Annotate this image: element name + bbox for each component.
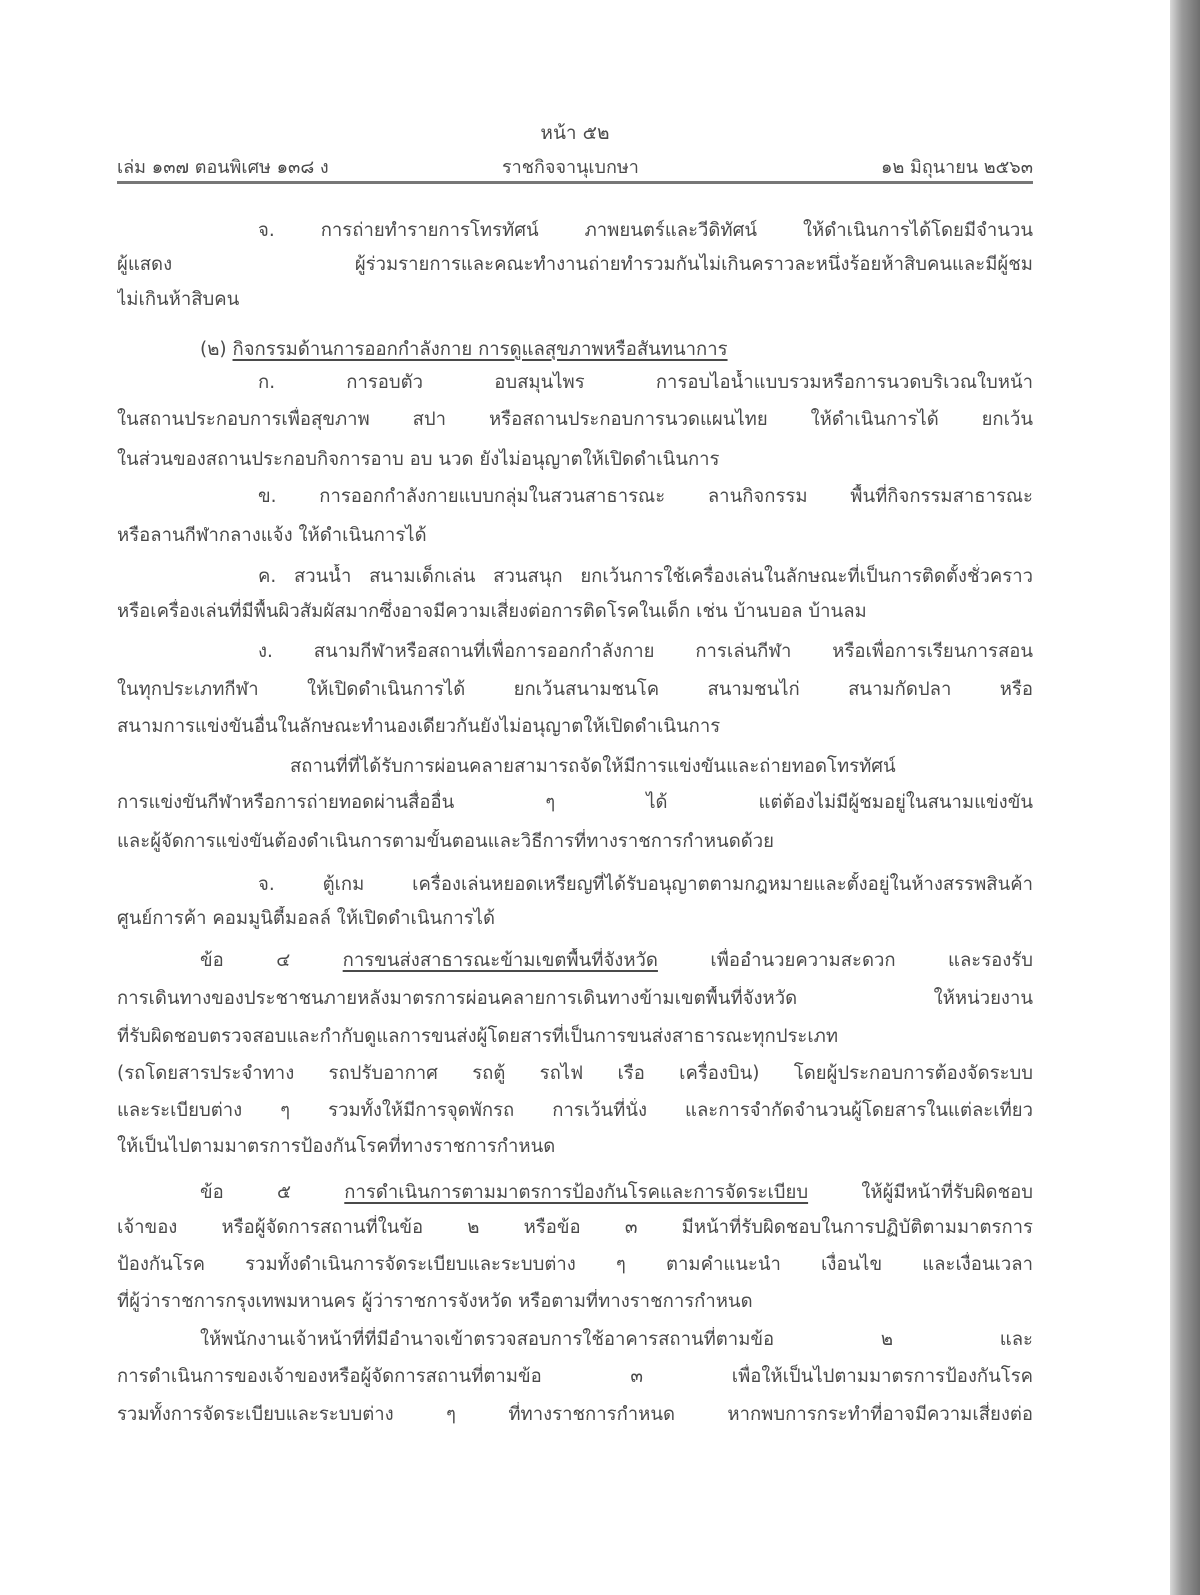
- text-line: สนามการแข่งขันอื่นในลักษณะทำนองเดียวกันยังไม่อนุญาตให้เปิดดำเนินการ: [117, 716, 721, 737]
- text-line: [200, 1180, 1033, 1206]
- text-line: จ. ตู้เกม เครื่องเล่นหยอดเหรียญที่ได้รับอนุญาตตามกฎหมายและตั้งอยู่ในห้างสรรพสินค้า: [258, 874, 1033, 895]
- page-number: หน้า ๕๒: [540, 122, 610, 144]
- text-line: ในทุกประเภทกีฬา ให้เปิดดำเนินการได้ ยกเว้นสนามชนโค สนามชนไก่ สนามกัดปลา หรือ: [117, 679, 1033, 700]
- publication-date: ๑๒ มิถุนายน ๒๕๖๓: [881, 157, 1033, 178]
- text-line: [200, 337, 1033, 363]
- line-suffix: เพื่ออำนวยความสะดวก และรองรับ: [657, 950, 1033, 971]
- line-prefix: ข้อ ๕: [200, 1182, 345, 1203]
- text-line: (รถโดยสารประจำทาง รถปรับอากาศ รถตู้ รถไฟ เรือ เครื่องบิน) โดยผู้ประกอบการต้องจัดระบบ: [117, 1063, 1033, 1084]
- text-line: การเดินทางของประชาชนภายหลังมาตรการผ่อนคลายการเดินทางข้ามเขตพื้นที่จังหวัด ให้หน่วยงาน: [117, 988, 1033, 1009]
- text-line: รวมทั้งการจัดระเบียบและระบบต่าง ๆ ที่ทางราชการกำหนด หากพบการกระทำที่อาจมีความเสี่ยงต่อ: [117, 1404, 1033, 1425]
- text-line: ก. การอบตัว อบสมุนไพร การอบไอน้ำแบบรวมหรือการนวดบริเวณใบหน้า: [258, 372, 1033, 393]
- text-line: ที่รับผิดชอบตรวจสอบและกำกับดูแลการขนส่งผู้โดยสารที่เป็นการขนส่งสาธารณะทุกประเภท: [117, 1026, 839, 1047]
- line-prefix: ข้อ ๔: [200, 950, 343, 971]
- line-prefix: (๒): [200, 339, 233, 360]
- text-line: ในสถานประกอบการเพื่อสุขภาพ สปา หรือสถานประกอบการนวดแผนไทย ให้ดำเนินการได้ ยกเว้น: [117, 409, 1033, 430]
- text-line: ป้องกันโรค รวมทั้งดำเนินการจัดระเบียบและระบบต่าง ๆ ตามคำแนะนำ เงื่อนไข และเงื่อนเวลา: [117, 1254, 1033, 1275]
- text-line: ค. สวนน้ำ สนามเด็กเล่น สวนสนุก ยกเว้นการใช้เครื่องเล่นในลักษณะที่เป็นการติดตั้งชั่วคราว: [258, 566, 1033, 587]
- text-line: ให้พนักงานเจ้าหน้าที่ที่มีอำนาจเข้าตรวจสอบการใช้อาคารสถานที่ตามข้อ ๒ และ: [200, 1329, 1033, 1350]
- line-suffix: ให้ผู้มีหน้าที่รับผิดชอบ: [808, 1182, 1033, 1203]
- text-line: หรือเครื่องเล่นที่มีพื้นผิวสัมผัสมากซึ่งอาจมีความเสี่ยงต่อการติดโรคในเด็ก เช่น บ้านบอล บ้านลม: [117, 601, 867, 622]
- header-rule: [117, 181, 1033, 184]
- text-line: และผู้จัดการแข่งขันต้องดำเนินการตามขั้นตอนและวิธีการที่ทางราชการกำหนดด้วย: [117, 831, 774, 852]
- underlined-heading: กิจกรรมด้านการออกกำลังกาย การดูแลสุขภาพหรือสันทนาการ: [232, 339, 728, 360]
- volume-issue: เล่ม ๑๓๗ ตอนพิเศษ ๑๓๘ ง: [117, 157, 329, 178]
- text-line: ง. สนามกีฬาหรือสถานที่เพื่อการออกกำลังกาย การเล่นกีฬา หรือเพื่อการเรียนการสอน: [258, 641, 1033, 662]
- text-line: ศูนย์การค้า คอมมูนิตี้มอลล์ ให้เปิดดำเนินการได้: [117, 908, 495, 929]
- text-line: ไม่เกินห้าสิบคน: [117, 289, 240, 310]
- text-line: จ. การถ่ายทำรายการโทรทัศน์ ภาพยนตร์และวีดิทัศน์ ให้ดำเนินการได้โดยมีจำนวน: [258, 220, 1033, 241]
- text-line: และระเบียบต่าง ๆ รวมทั้งให้มีการจุดพักรถ การเว้นที่นั่ง และการจำกัดจำนวนผู้โดยสารในแต่ละเที่ยว: [117, 1100, 1033, 1121]
- text-line: การดำเนินการของเจ้าของหรือผู้จัดการสถานที่ตามข้อ ๓ เพื่อให้เป็นไปตามมาตรการป้องกันโรค: [117, 1366, 1033, 1387]
- text-line: ที่ผู้ว่าราชการกรุงเทพมหานคร ผู้ว่าราชการจังหวัด หรือตามที่ทางราชการกำหนด: [117, 1291, 753, 1312]
- text-line: ให้เป็นไปตามมาตรการป้องกันโรคที่ทางราชการกำหนด: [117, 1136, 556, 1157]
- text-line: สถานที่ที่ได้รับการผ่อนคลายสามารถจัดให้มีการแข่งขันและถ่ายทอดโทรทัศน์: [290, 756, 896, 777]
- publication-name: ราชกิจจานุเบกษา: [502, 157, 639, 178]
- text-line: หรือลานกีฬากลางแจ้ง ให้ดำเนินการได้: [117, 525, 427, 546]
- text-line: เจ้าของ หรือผู้จัดการสถานที่ในข้อ ๒ หรือข้อ ๓ มีหน้าที่รับผิดชอบในการปฏิบัติตามมาตรการ: [117, 1217, 1033, 1238]
- text-line: การแข่งขันกีฬาหรือการถ่ายทอดผ่านสื่ออื่น ๆ ได้ แต่ต้องไม่มีผู้ชมอยู่ในสนามแข่งขัน: [117, 792, 1033, 813]
- text-line: ผู้แสดง ผู้ร่วมรายการและคณะทำงานถ่ายทำรวมกันไม่เกินคราวละหนึ่งร้อยห้าสิบคนและมีผู้ชม: [117, 254, 1033, 275]
- page-edge-shadow: [1170, 0, 1200, 1595]
- underlined-heading: การดำเนินการตามมาตรการป้องกันโรคและการจัดระเบียบ: [344, 1182, 809, 1203]
- text-line: ข. การออกกำลังกายแบบกลุ่มในสวนสาธารณะ ลานกิจกรรม พื้นที่กิจกรรมสาธารณะ: [258, 486, 1033, 507]
- underlined-heading: การขนส่งสาธารณะข้ามเขตพื้นที่จังหวัด: [342, 950, 658, 971]
- text-line: ในส่วนของสถานประกอบกิจการอาบ อบ นวด ยังไม่อนุญาตให้เปิดดำเนินการ: [117, 449, 720, 470]
- running-header: [117, 152, 1033, 176]
- text-line: [200, 948, 1033, 974]
